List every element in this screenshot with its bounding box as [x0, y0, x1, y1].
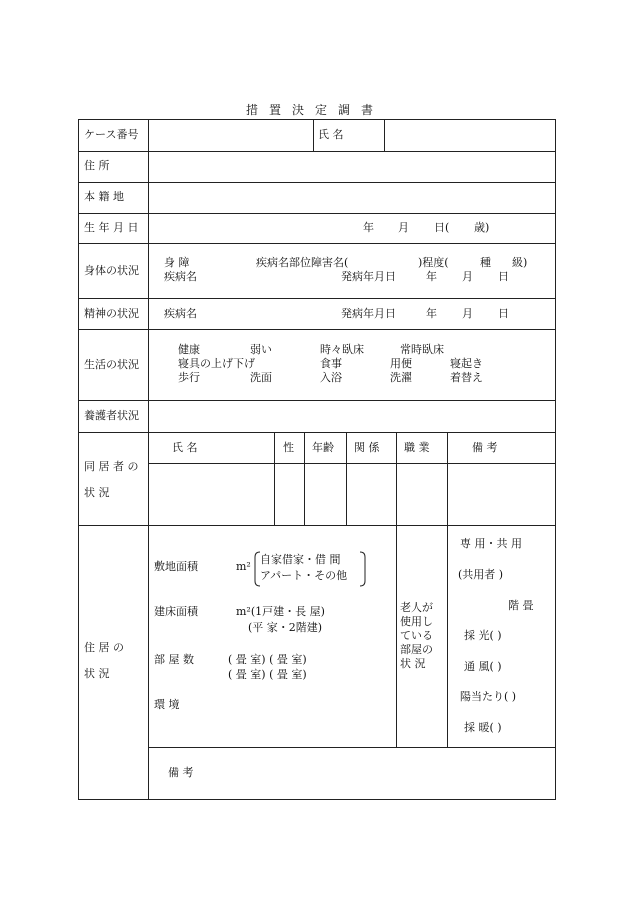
physical-day: 日 [498, 270, 509, 283]
elder-room-line-1: 老人が [400, 601, 433, 614]
living-dressing: 着替え [450, 371, 483, 384]
living-always-bed: 常時臥床 [400, 343, 444, 356]
label-birthdate: 生 年 月 日 [84, 221, 139, 234]
building-type-2: (平 家・2階建) [248, 621, 323, 634]
document-title: 措置決定調書 [245, 103, 384, 117]
shared-with: (共用者 ) [458, 568, 504, 581]
living-sometimes-bed: 時々臥床 [320, 343, 364, 356]
label-mental: 精神の状況 [84, 307, 139, 320]
cohab-header-remarks: 備 考 [472, 441, 498, 454]
cohab-header-sex: 性 [283, 441, 294, 454]
mental-month: 月 [462, 307, 473, 320]
room-count-2: ( 畳 室) ( 畳 室) [228, 668, 307, 681]
living-bedding: 寝具の上げ下げ [178, 357, 255, 370]
birth-month: 月 [398, 221, 409, 234]
living-washing-face: 洗面 [250, 371, 272, 384]
label-living: 生活の状況 [84, 358, 139, 371]
physical-disease-part: 疾病名部位障害名( [256, 256, 349, 269]
living-meal: 食事 [320, 357, 342, 370]
label-cohabitant-1: 同 居 者 の [84, 460, 139, 473]
owner-type-1: 自家借家・借 間 [260, 553, 341, 566]
label-name: 氏 名 [318, 128, 344, 141]
birth-year: 年 [363, 221, 374, 234]
label-housing-1: 住 居 の [84, 641, 124, 654]
birth-age: 歳) [474, 221, 490, 234]
environment-label: 環 境 [154, 698, 180, 711]
physical-disability: 身 障 [164, 256, 190, 269]
physical-month: 月 [462, 270, 473, 283]
living-walking: 歩行 [178, 371, 200, 384]
physical-onset: 発病年月日 [341, 270, 396, 283]
birth-day: 日( [434, 221, 450, 234]
floor-mats: 階 畳 [508, 599, 534, 612]
site-area-label: 敷地面積 [154, 560, 198, 573]
living-laundry: 洗濯 [390, 371, 412, 384]
cohab-header-name: 氏 名 [172, 441, 198, 454]
cohab-header-age: 年齢 [312, 441, 334, 454]
heating: 採 暖( ) [464, 721, 502, 734]
elder-room-line-5: 状 況 [400, 657, 426, 670]
living-health: 健康 [178, 343, 200, 356]
ventilation: 通 風( ) [464, 660, 502, 673]
label-guardian: 養護者状況 [84, 409, 139, 422]
mental-day: 日 [498, 307, 509, 320]
mental-onset: 発病年月日 [341, 307, 396, 320]
physical-grade: 級) [512, 256, 528, 269]
elder-room-line-4: 部屋の [400, 643, 433, 656]
sunlight: 陽当たり( ) [460, 690, 517, 703]
cohab-header-relation: 関 係 [354, 441, 380, 454]
elder-room-line-3: ている [400, 629, 433, 642]
label-domicile: 本 籍 地 [84, 190, 124, 203]
elder-room-line-2: 使用し [400, 615, 433, 628]
mental-disease: 疾病名 [164, 307, 197, 320]
building-type-1: m²(1戸建・長 屋) [236, 605, 325, 618]
room-count-1: ( 畳 室) ( 畳 室) [228, 653, 307, 666]
label-cohabitant-2: 状 況 [84, 486, 110, 499]
label-case-number: ケース番号 [84, 128, 139, 141]
label-address: 住 所 [84, 159, 110, 172]
use-type: 専 用・共 用 [460, 537, 522, 550]
room-count-label: 部 屋 数 [154, 653, 194, 666]
remarks-label: 備 考 [168, 766, 194, 779]
physical-type: 種 [480, 256, 491, 269]
living-getting-up: 寝起き [450, 357, 483, 370]
physical-disease: 疾病名 [164, 270, 197, 283]
label-physical: 身体の状況 [84, 264, 139, 277]
case-form [78, 119, 556, 799]
owner-type-2: アパート・その他 [260, 569, 348, 582]
lighting: 採 光( ) [464, 629, 502, 642]
mental-year: 年 [426, 307, 437, 320]
living-toilet: 用便 [390, 357, 412, 370]
cohab-header-job: 職 業 [404, 441, 430, 454]
living-weak: 弱い [250, 343, 272, 356]
physical-year: 年 [426, 270, 437, 283]
living-bathing: 入浴 [320, 371, 342, 384]
physical-degree: )程度( [418, 256, 449, 269]
label-housing-2: 状 況 [84, 667, 110, 680]
floor-area-label: 建床面積 [154, 605, 198, 618]
site-area-unit: m² [236, 560, 251, 573]
